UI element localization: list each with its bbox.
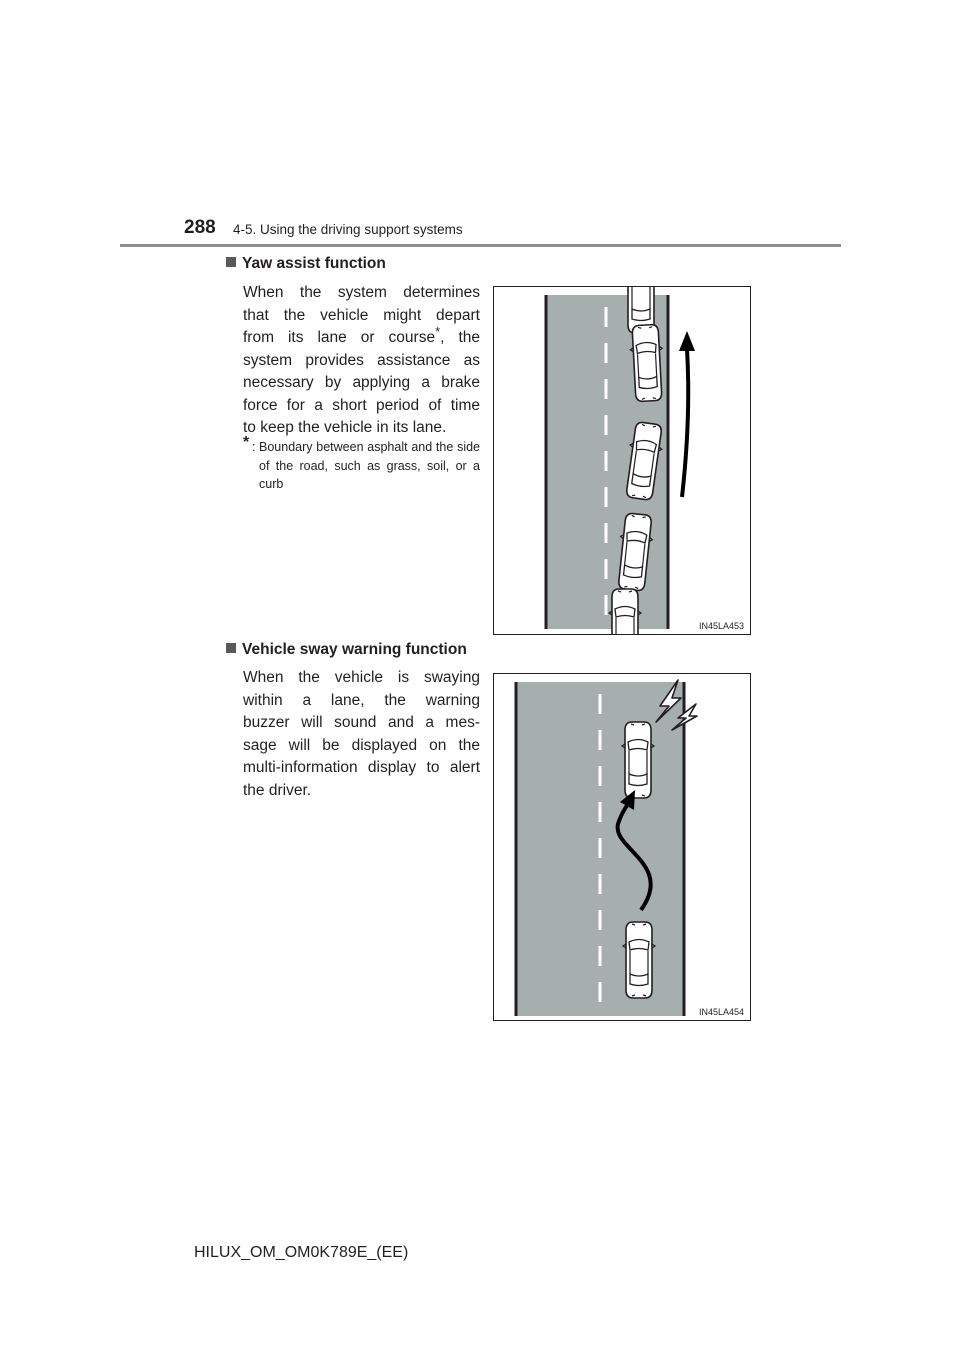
footnote — [243, 434, 480, 494]
body-line: that the vehicle might depart — [243, 306, 480, 324]
page-number: 288 — [184, 217, 216, 238]
footnote-text: Boundary between asphalt and the side of the road, such as grass, soil, or a curb — [259, 440, 480, 491]
figure-id: IN45LA453 — [698, 621, 744, 631]
footnote-reference: * — [435, 324, 441, 339]
figure-id: IN45LA454 — [698, 1007, 744, 1017]
car-icon — [623, 922, 655, 998]
body-line: necessary by applying a brake — [243, 374, 480, 391]
section-heading-yaw-assist — [226, 255, 386, 273]
car-icon — [609, 589, 641, 634]
sway-warning-figure — [493, 673, 751, 1021]
sway-warning-body — [243, 667, 480, 802]
section-title: Vehicle sway warning function — [242, 641, 467, 658]
footnote-mark: * — [243, 434, 250, 451]
body-line: system provides assistance as — [243, 351, 480, 369]
body-line: buzzer will sound and a mes- — [243, 714, 480, 731]
path-arrow-icon — [682, 349, 688, 497]
body-line: sage will be displayed on the — [243, 736, 480, 754]
section-title: Yaw assist function — [242, 255, 386, 272]
body-line: force for a short period of time — [243, 396, 480, 414]
chapter-title: 4-5. Using the driving support systems — [233, 222, 463, 237]
body-line: to keep the vehicle in its lane. — [243, 419, 447, 436]
yaw-assist-figure — [493, 286, 751, 635]
header-rule — [120, 244, 841, 247]
body-line-part: from its lane or course — [243, 329, 436, 346]
car-icon — [622, 722, 654, 798]
body-line — [243, 324, 480, 350]
bullet-icon — [226, 257, 236, 267]
body-line: When the system determines — [243, 284, 480, 301]
body-line-part: , the — [440, 329, 480, 346]
body-line: within a lane, the warning — [243, 691, 480, 709]
section-heading-sway-warning — [226, 641, 467, 659]
body-line: When the vehicle is swaying — [243, 669, 480, 686]
body-line: multi-information display to alert — [243, 759, 480, 776]
body-line: the driver. — [243, 781, 312, 799]
bullet-icon — [226, 643, 236, 653]
arrowhead-icon — [679, 331, 695, 351]
document-id: HILUX_OM_OM0K789E_(EE) — [194, 1244, 409, 1261]
yaw-assist-body — [243, 282, 480, 440]
footnote-colon: : — [252, 440, 256, 454]
